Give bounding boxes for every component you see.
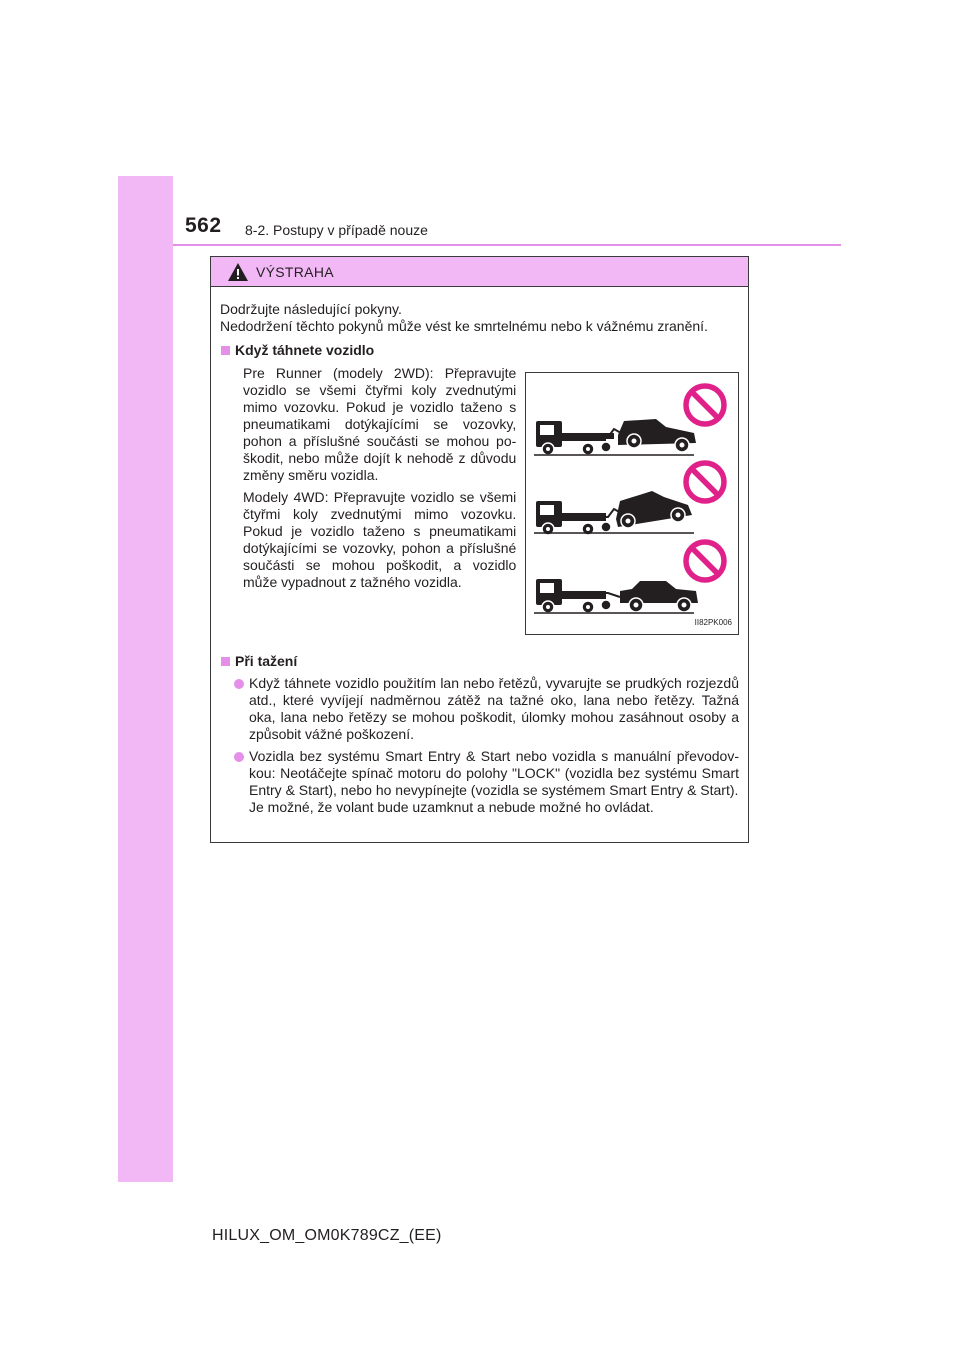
towing-section — [220, 365, 739, 635]
warning-intro-2: Nedodržení těchto pokynů může vést ke smrtelnému nebo k vážnému zranění. — [220, 318, 708, 334]
bullet-item — [220, 675, 739, 743]
subhead-during-towing — [220, 653, 739, 670]
subhead-towing-label: Když táhnete vozidlo — [235, 342, 375, 358]
subhead-during-towing-label: Při tažení — [235, 653, 298, 669]
subhead-towing — [220, 342, 739, 359]
square-bullet-icon — [221, 346, 230, 355]
tow-scene-3 — [536, 579, 698, 613]
page-sidebar-tab — [118, 176, 173, 1182]
warning-triangle-icon — [227, 262, 249, 282]
bullet-text-1: Když táhnete vozidlo použitím lan nebo řetězů, vyvarujte se prudkých rozjezdů atd., které vyvíjejí nadměrnou zátěž na tažné oko, lana nebo řetězy. Tažná oka, lana nebo řetězy se mohou poškodit, úlomky mohou zasáhnout osoby a způsobit vážné poškození. — [249, 675, 739, 742]
round-bullet-icon — [234, 679, 244, 689]
figure-code: II82PK006 — [694, 618, 732, 627]
towing-diagram — [526, 373, 746, 634]
towing-text — [220, 365, 516, 635]
footer-document-code: HILUX_OM_OM0K789CZ_(EE) — [212, 1227, 442, 1244]
towing-paragraph-2wd: Pre Runner (modely 2WD): Přepravujte vozidlo se všemi čtyřmi koly zvednutými mimo vozovku. Pokud je vozidlo taženo s pneumatikami dotýkajícími se vozovky, pohon a příslušné součásti se mohou poškodit, nebo může dojít k nehodě z důvodu změny směru vozidla. — [243, 365, 517, 483]
warning-label: VÝSTRAHA — [256, 263, 334, 280]
towing-paragraph-4wd: Modely 4WD: Přepravujte vozidlo se všemi čtyřmi koly zvednutými mimo vozovku. Pokud je vozidlo taženo s pneumatikami dotýkajícími se vozovky, pohon a příslušné součásti se mohou poškodit, a vozidlo může vypadnout z tažného vozidla. — [243, 489, 517, 590]
bullet-text-2a: Vozidla bez systému Smart Entry & Start nebo vozidla s manuální převodovkou: Neotáčejte spínač motoru do polohy "LOCK" (vozidla bez systému Smart Entry & Start), nebo ho nevypínejte (vozidla se systémem Smart Entry & Start). — [249, 748, 739, 798]
towing-illustration — [525, 372, 739, 635]
warning-intro-1: Dodržujte následující pokyny. — [220, 301, 402, 317]
warning-body — [211, 287, 748, 816]
square-bullet-icon — [221, 657, 230, 666]
prohibition-icon — [686, 463, 724, 501]
tow-scene-1 — [536, 419, 696, 455]
warning-box — [210, 256, 749, 843]
section-title: 8-2. Postupy v případě nouze — [245, 222, 428, 238]
bullet-item — [220, 748, 739, 816]
warning-header — [211, 257, 748, 287]
bullet-text-2 — [249, 748, 739, 816]
page-number: 562 — [185, 214, 222, 237]
prohibition-icon — [686, 386, 724, 424]
round-bullet-icon — [234, 752, 244, 762]
bullet-text-2b: Je možné, že volant bude uzamknut a nebude možné ho ovládat. — [249, 799, 654, 815]
prohibition-icon — [686, 542, 724, 580]
header-rule — [173, 244, 841, 246]
tow-scene-2 — [536, 491, 692, 535]
